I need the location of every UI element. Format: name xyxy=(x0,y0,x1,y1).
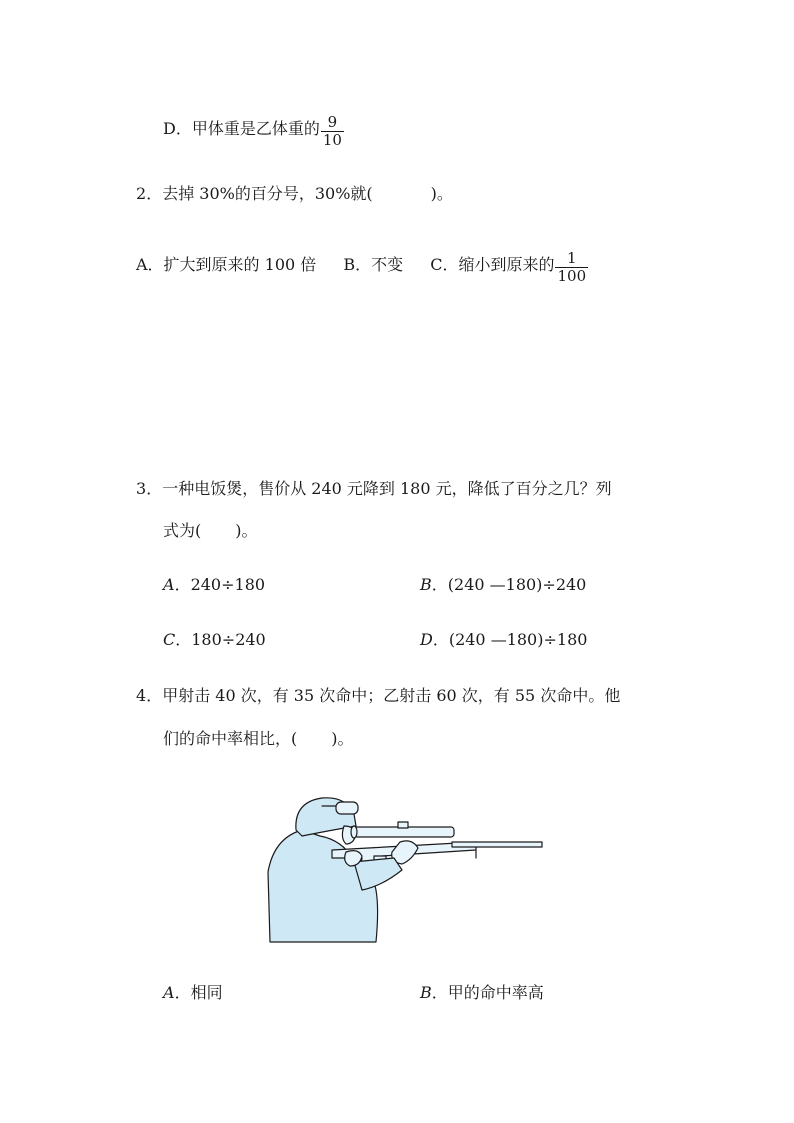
q2-options xyxy=(136,248,588,283)
option-text: C．缩小到原来的 xyxy=(430,255,555,274)
fraction-numerator: 1 xyxy=(567,249,577,267)
question-number: 4 xyxy=(136,686,147,705)
q2-option-b: B．不变 xyxy=(343,255,404,274)
option-letter: B xyxy=(420,983,432,1002)
option-text: ．甲体重是乙体重的 xyxy=(175,119,320,138)
question-number: 2 xyxy=(136,184,147,203)
q2-stem xyxy=(136,184,453,204)
option-letter: A xyxy=(163,983,175,1002)
soldier-rifle-illustration xyxy=(262,790,552,945)
q3-stem-line2 xyxy=(163,521,258,541)
option-text: ．(240 —180)÷180 xyxy=(432,630,588,649)
q3-option-d xyxy=(420,630,587,650)
arm xyxy=(354,858,402,890)
q3-option-c xyxy=(163,630,266,650)
fraction-numerator: 9 xyxy=(327,113,338,131)
q4-option-a xyxy=(163,983,223,1003)
option-letter: A xyxy=(163,575,175,594)
option-letter: B xyxy=(420,575,432,594)
option-text: ．相同 xyxy=(174,983,223,1002)
option-letter: D xyxy=(163,119,176,138)
q3-option-b xyxy=(420,575,586,595)
question-text: ．一种电饭煲，售价从 240 元降到 180 元，降低了百分之几？列 xyxy=(146,479,612,498)
q3-option-a xyxy=(163,575,265,595)
fraction-denominator: 10 xyxy=(322,131,342,149)
option-text: ．240÷180 xyxy=(174,575,266,594)
q1-option-d xyxy=(163,112,344,147)
fraction xyxy=(555,250,588,285)
question-number: 3 xyxy=(136,479,147,498)
option-letter: D xyxy=(420,630,433,649)
q2-option-c xyxy=(430,249,588,285)
option-text: ．180÷240 xyxy=(175,630,266,649)
question-text: 式为( xyxy=(163,521,202,540)
goggles xyxy=(336,802,358,814)
rifle-barrel xyxy=(452,842,542,847)
q4-stem-line2 xyxy=(163,729,354,749)
question-text: ．去掉 30%的百分号，30%就( xyxy=(146,184,373,203)
q2-option-a: A．扩大到原来的 100 倍 xyxy=(136,255,317,274)
option-text: ．甲的命中率高 xyxy=(431,983,544,1002)
question-text-end: )。 xyxy=(430,184,453,203)
question-text-end: )。 xyxy=(331,729,354,748)
fraction xyxy=(321,114,344,149)
question-text-end: )。 xyxy=(235,521,258,540)
option-letter: C xyxy=(163,630,176,649)
question-text: ．甲射击 40 次，有 35 次命中；乙射击 60 次，有 55 次命中。他 xyxy=(146,686,621,705)
fraction-denominator: 100 xyxy=(557,267,587,285)
q3-stem-line1 xyxy=(136,479,612,499)
q4-stem-line1 xyxy=(136,686,620,706)
q4-option-b xyxy=(420,983,544,1003)
option-text: ．(240 —180)÷240 xyxy=(431,575,587,594)
question-text: 们的命中率相比，( xyxy=(163,729,298,748)
